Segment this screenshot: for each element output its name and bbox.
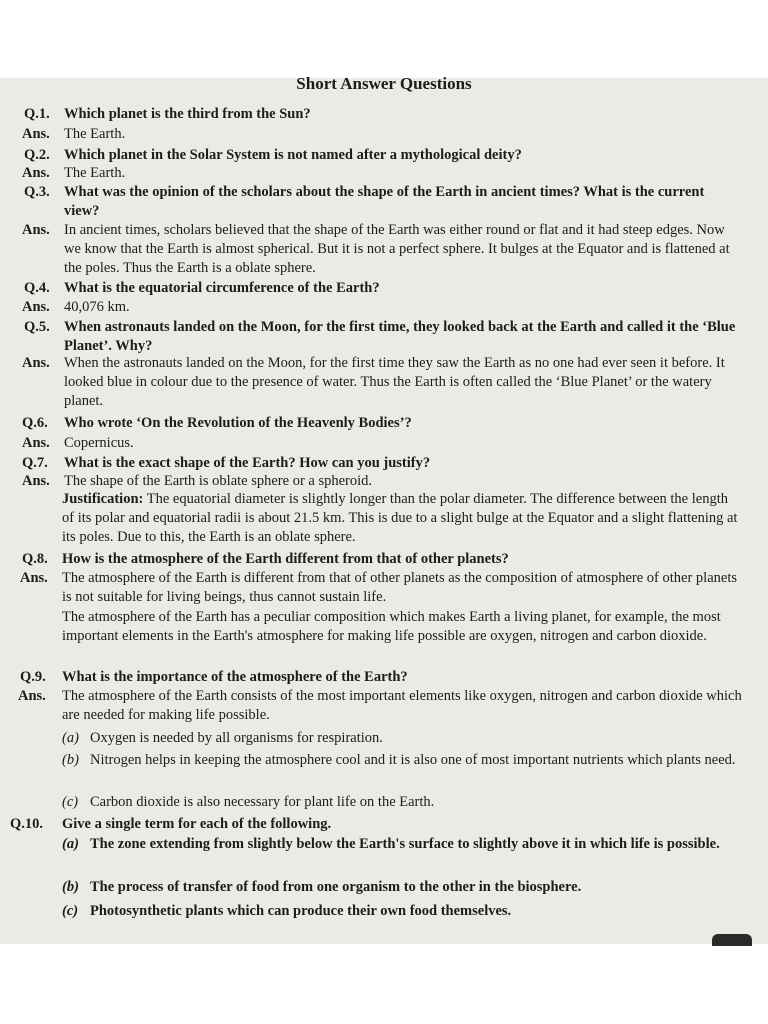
answer-label: Ans.	[22, 222, 50, 238]
page-corner-tab	[712, 934, 752, 946]
answer-text: When the astronauts landed on the Moon, for the first time they saw the Earth as no one had ever seen it before. It looked blue in colour due to the presence of water. Thus the Earth is often called the ‘Blue Planet’ or the watery planet.	[64, 355, 725, 409]
item-text: The process of transfer of food from one organism to the other in the biosphere.	[90, 879, 582, 895]
item-text: Carbon dioxide is also necessary for plant life on the Earth.	[90, 794, 435, 810]
question-label: Q.10.	[10, 816, 44, 832]
question-text: Give a single term for each of the following.	[62, 816, 332, 832]
answer-label: Ans.	[22, 299, 50, 315]
justification-text	[62, 490, 738, 547]
question-label: Q.8.	[22, 551, 48, 567]
page-title: Short Answer Questions	[296, 74, 472, 93]
question-label: Q.3.	[24, 184, 50, 200]
item-marker: (b)	[62, 752, 79, 768]
question-text: Who wrote ‘On the Revolution of the Heavenly Bodies’?	[64, 415, 412, 431]
question-text: What is the exact shape of the Earth? How can you justify?	[64, 455, 431, 471]
item-text: Photosynthetic plants which can produce their own food themselves.	[90, 903, 512, 919]
question-text: What is the equatorial circumference of the Earth?	[64, 280, 380, 296]
justification-body: The equatorial diameter is slightly longer than the polar diameter. The difference between the length of its polar and equatorial radii is about 21.5 km. This is due to a slight bulge at the Equator and a slight flattening at its poles. Due to this, the Earth is an oblate sphere.	[62, 491, 738, 545]
item-marker: (a)	[62, 836, 79, 852]
answer-text: The atmosphere of the Earth has a peculiar composition which makes Earth a living planet, for example, the most important elements in the Earth's atmosphere for making life possible are oxygen, nitrogen and carbon dioxide.	[62, 609, 721, 644]
question-text: Which planet is the third from the Sun?	[64, 106, 311, 122]
question-label: Q.6.	[22, 415, 48, 431]
question-text: Which planet in the Solar System is not named after a mythological deity?	[64, 147, 522, 163]
question-text: What is the importance of the atmosphere of the Earth?	[62, 669, 408, 685]
answer-label: Ans.	[22, 126, 50, 142]
answer-label: Ans.	[22, 435, 50, 451]
question-text: How is the atmosphere of the Earth different from that of other planets?	[62, 551, 509, 567]
question-label: Q.4.	[24, 280, 50, 296]
question-label: Q.5.	[24, 319, 50, 335]
item-marker: (a)	[62, 730, 79, 746]
question-text: When astronauts landed on the Moon, for the first time, they looked back at the Earth and called it the ‘Blue Planet’. Why?	[64, 319, 736, 354]
question-label: Q.1.	[24, 106, 50, 122]
answer-text: The atmosphere of the Earth is different from that of other planets as the composition of atmosphere of other planets is not suitable for living beings, thus cannot sustain life.	[62, 570, 737, 605]
item-marker: (c)	[62, 794, 79, 810]
answer-text: The Earth.	[64, 126, 126, 142]
answer-text: The Earth.	[64, 165, 126, 181]
answer-text: 40,076 km.	[64, 299, 130, 315]
question-label: Q.9.	[20, 669, 46, 685]
item-marker: (b)	[62, 879, 79, 895]
item-marker: (c)	[62, 903, 79, 919]
item-text: Oxygen is needed by all organisms for respiration.	[90, 730, 383, 746]
item-text: The zone extending from slightly below the Earth's surface to slightly above it in which life is possible.	[90, 836, 720, 852]
answer-text: The atmosphere of the Earth consists of the most important elements like oxygen, nitrogen and carbon dioxide which are needed for making life possible.	[62, 688, 742, 723]
justification-label: Justification:	[62, 491, 144, 507]
answer-label: Ans.	[20, 570, 48, 586]
item-text: Nitrogen helps in keeping the atmosphere cool and it is also one of most important nutrients which plants need.	[90, 752, 736, 768]
answer-label: Ans.	[22, 355, 50, 371]
question-label: Q.7.	[22, 455, 48, 471]
answer-text: In ancient times, scholars believed that the shape of the Earth was either round or flat and it had steep edges. Now we know that the Earth is almost spherical. But it is not a perfect sphere. It bulges at the Equator and is flattened at the poles. Thus the Earth is a oblate sphere.	[64, 222, 730, 276]
question-label: Q.2.	[24, 147, 50, 163]
answer-text: Copernicus.	[64, 435, 134, 451]
answer-label: Ans.	[22, 165, 50, 181]
answer-label: Ans.	[18, 688, 46, 704]
question-text: What was the opinion of the scholars about the shape of the Earth in ancient times? What is the current view?	[64, 184, 705, 219]
answer-label: Ans.	[22, 473, 50, 489]
answer-text: The shape of the Earth is oblate sphere or a spheroid.	[64, 473, 373, 489]
